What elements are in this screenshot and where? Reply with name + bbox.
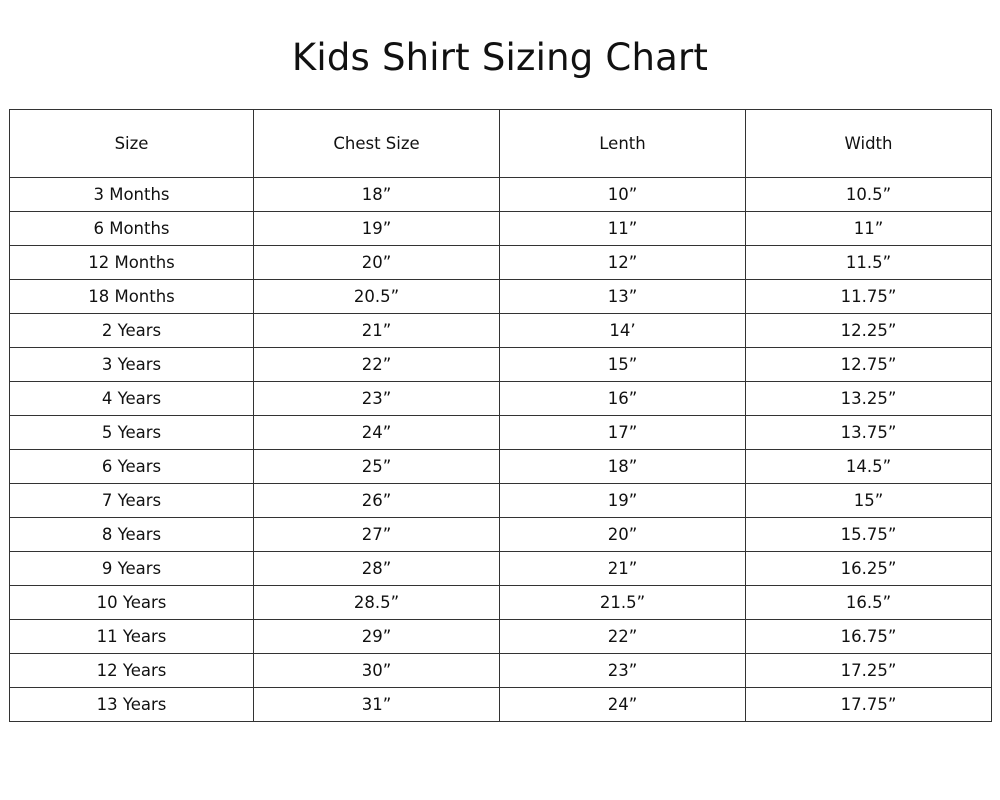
length-cell: 11”	[500, 212, 746, 246]
chest-size-cell: 22”	[254, 348, 500, 382]
width-cell: 13.25”	[746, 382, 992, 416]
table-row	[10, 450, 992, 484]
size-cell: 9 Years	[10, 552, 254, 586]
width-cell: 11”	[746, 212, 992, 246]
column-header-length: Lenth	[500, 110, 746, 178]
length-cell: 17”	[500, 416, 746, 450]
table-row	[10, 552, 992, 586]
table-row	[10, 314, 992, 348]
chest-size-cell: 29”	[254, 620, 500, 654]
size-cell: 4 Years	[10, 382, 254, 416]
length-cell: 22”	[500, 620, 746, 654]
table-row	[10, 382, 992, 416]
chest-size-cell: 20”	[254, 246, 500, 280]
width-cell: 12.75”	[746, 348, 992, 382]
table-row	[10, 212, 992, 246]
size-cell: 12 Years	[10, 654, 254, 688]
width-cell: 16.5”	[746, 586, 992, 620]
size-cell: 11 Years	[10, 620, 254, 654]
size-cell: 13 Years	[10, 688, 254, 722]
column-header-chest-size: Chest Size	[254, 110, 500, 178]
sizing-table	[9, 109, 992, 722]
chest-size-cell: 25”	[254, 450, 500, 484]
chest-size-cell: 19”	[254, 212, 500, 246]
size-cell: 5 Years	[10, 416, 254, 450]
table-row	[10, 654, 992, 688]
table-row	[10, 518, 992, 552]
width-cell: 15.75”	[746, 518, 992, 552]
chest-size-cell: 27”	[254, 518, 500, 552]
length-cell: 16”	[500, 382, 746, 416]
chest-size-cell: 20.5”	[254, 280, 500, 314]
length-cell: 24”	[500, 688, 746, 722]
chest-size-cell: 24”	[254, 416, 500, 450]
table-row	[10, 620, 992, 654]
size-cell: 6 Years	[10, 450, 254, 484]
chest-size-cell: 21”	[254, 314, 500, 348]
width-cell: 11.75”	[746, 280, 992, 314]
width-cell: 17.75”	[746, 688, 992, 722]
table-row	[10, 178, 992, 212]
size-cell: 18 Months	[10, 280, 254, 314]
table-row	[10, 416, 992, 450]
column-header-size: Size	[10, 110, 254, 178]
chest-size-cell: 26”	[254, 484, 500, 518]
length-cell: 23”	[500, 654, 746, 688]
width-cell: 16.75”	[746, 620, 992, 654]
chest-size-cell: 28.5”	[254, 586, 500, 620]
length-cell: 20”	[500, 518, 746, 552]
table-row	[10, 688, 992, 722]
width-cell: 16.25”	[746, 552, 992, 586]
table-body	[10, 178, 992, 722]
chest-size-cell: 31”	[254, 688, 500, 722]
width-cell: 17.25”	[746, 654, 992, 688]
size-cell: 2 Years	[10, 314, 254, 348]
chest-size-cell: 18”	[254, 178, 500, 212]
column-header-width: Width	[746, 110, 992, 178]
size-cell: 12 Months	[10, 246, 254, 280]
size-cell: 3 Years	[10, 348, 254, 382]
size-cell: 3 Months	[10, 178, 254, 212]
width-cell: 11.5”	[746, 246, 992, 280]
length-cell: 18”	[500, 450, 746, 484]
width-cell: 15”	[746, 484, 992, 518]
size-cell: 7 Years	[10, 484, 254, 518]
width-cell: 13.75”	[746, 416, 992, 450]
length-cell: 19”	[500, 484, 746, 518]
length-cell: 13”	[500, 280, 746, 314]
length-cell: 15”	[500, 348, 746, 382]
length-cell: 10”	[500, 178, 746, 212]
table-row	[10, 484, 992, 518]
length-cell: 21”	[500, 552, 746, 586]
size-cell: 8 Years	[10, 518, 254, 552]
chest-size-cell: 23”	[254, 382, 500, 416]
width-cell: 10.5”	[746, 178, 992, 212]
page-title: Kids Shirt Sizing Chart	[291, 36, 709, 79]
size-cell: 6 Months	[10, 212, 254, 246]
header-row	[10, 110, 992, 178]
table-row	[10, 348, 992, 382]
table-row	[10, 246, 992, 280]
length-cell: 21.5”	[500, 586, 746, 620]
chest-size-cell: 30”	[254, 654, 500, 688]
table-row	[10, 586, 992, 620]
chest-size-cell: 28”	[254, 552, 500, 586]
width-cell: 12.25”	[746, 314, 992, 348]
length-cell: 12”	[500, 246, 746, 280]
table-row	[10, 280, 992, 314]
length-cell: 14’	[500, 314, 746, 348]
size-cell: 10 Years	[10, 586, 254, 620]
width-cell: 14.5”	[746, 450, 992, 484]
